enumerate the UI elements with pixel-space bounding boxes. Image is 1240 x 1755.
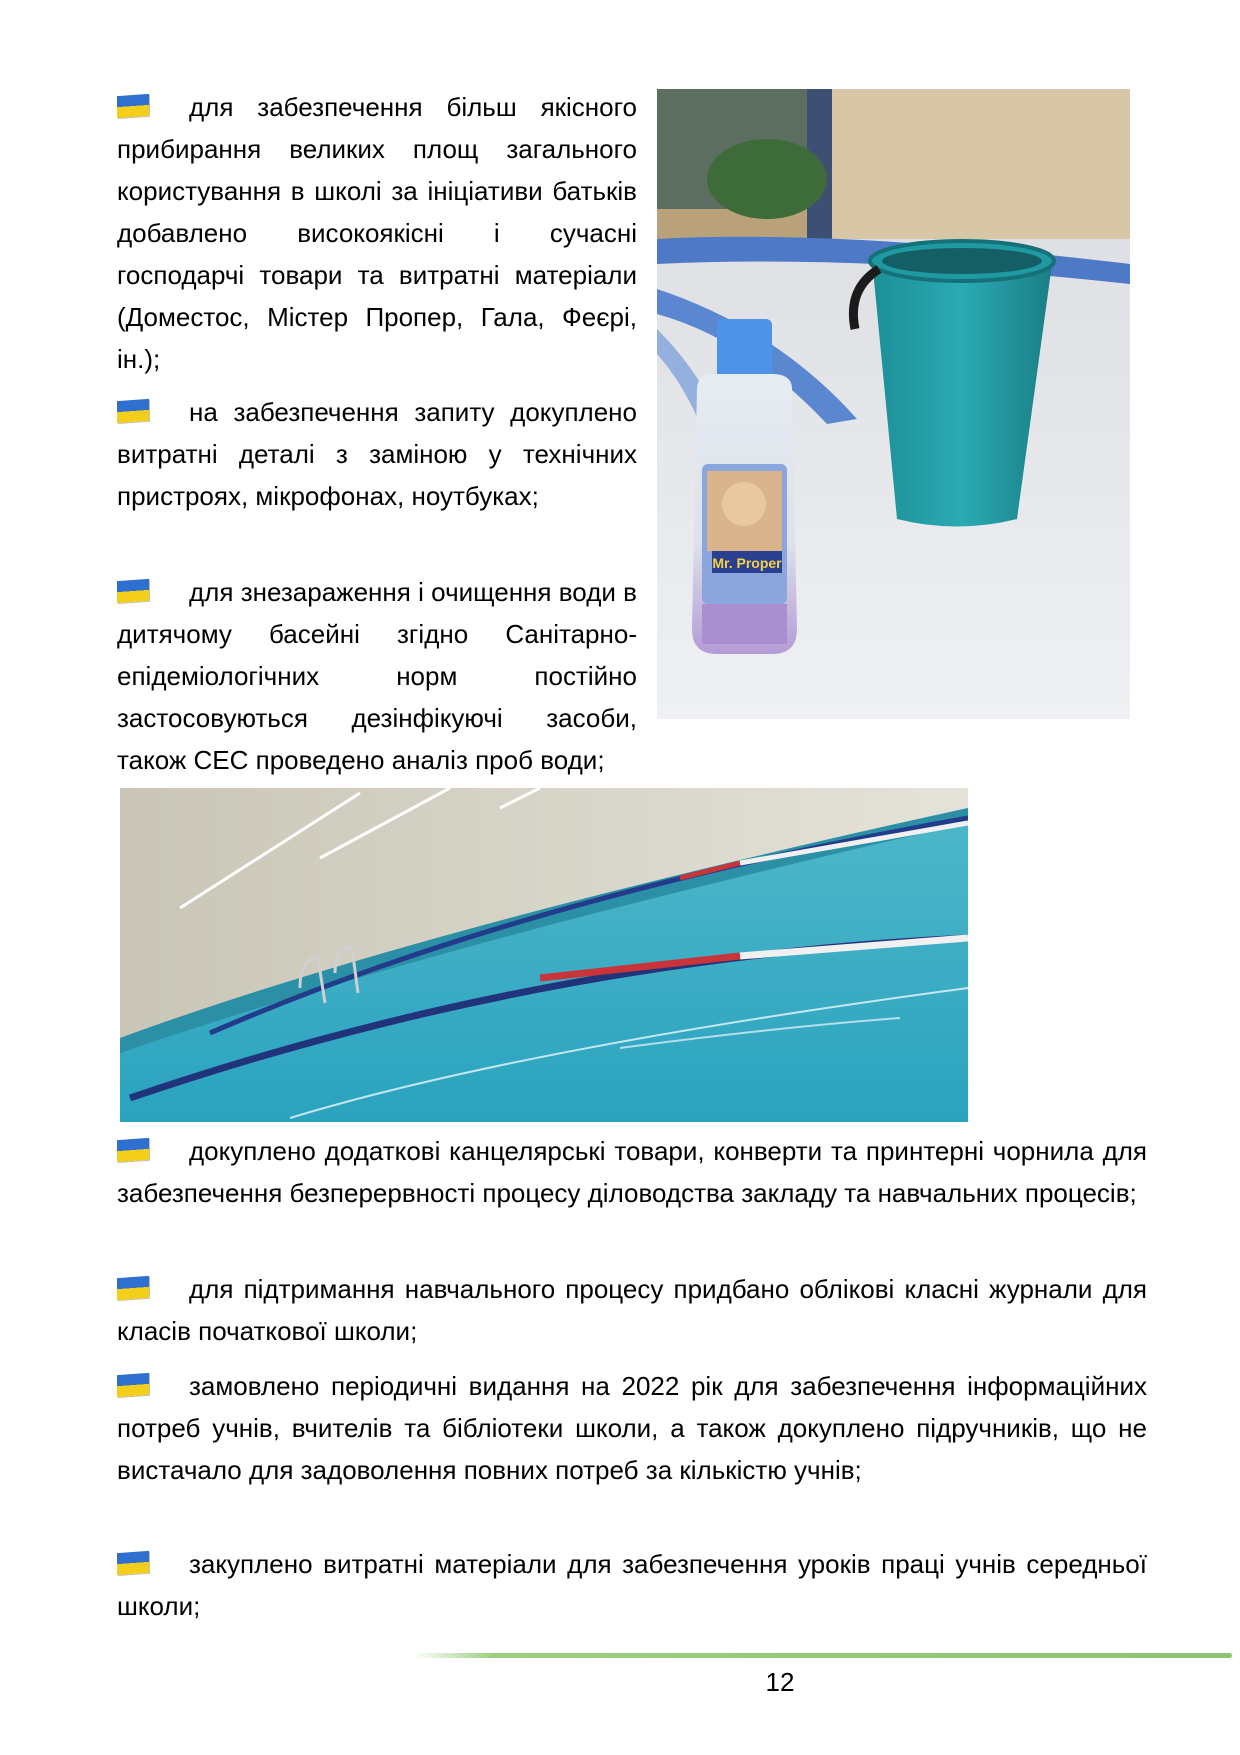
list-item [117, 1130, 1147, 1214]
list-item [117, 391, 637, 517]
footer-divider [412, 1653, 1232, 1658]
list-item-text: докуплено додаткові канцелярські товари, конверти та принтерні чорнила для забезпечення безперервності процесу діловодства закладу та навчальних процесів; [117, 1136, 1147, 1208]
page-number: 12 [765, 1667, 795, 1697]
ukrainian-flag-icon [117, 579, 149, 603]
list-item-text: на забезпечення запиту докуплено витратні деталі з заміною у технічних пристроях, мікрофонах, ноутбуках; [117, 397, 637, 511]
list-item [117, 1268, 1147, 1352]
ukrainian-flag-icon [117, 1276, 149, 1300]
list-item [117, 1543, 1147, 1627]
ukrainian-flag-icon [117, 1138, 149, 1162]
list-item [117, 1365, 1147, 1491]
list-item-text: для знезараження і очищення води в дитячому басейні згідно Санітарно-епідеміологічних норм постійно застосовуються дезінфікуючі засоби, також СЕС проведено аналіз проб води; [117, 577, 637, 775]
list-item-text: для забезпечення більш якісного прибирання великих площ загального користування в школі за ініціативи батьків добавлено високоякісні і сучасні господарчі товари та витратні матеріали (Доместос, Містер Пропер, Гала, Феєрі, ін.); [117, 92, 637, 374]
list-item-text: закуплено витратні матеріали для забезпечення уроків праці учнів середньої школи; [117, 1549, 1147, 1621]
list-item [117, 571, 637, 781]
list-item-text: для підтримання навчального процесу придбано облікові класні журнали для класів початкової школи; [117, 1274, 1147, 1346]
ukrainian-flag-icon [117, 94, 149, 118]
list-item [117, 86, 637, 380]
cleaning-supplies-photo [657, 89, 1130, 719]
swimming-pool-photo [120, 788, 968, 1122]
ukrainian-flag-icon [117, 1551, 149, 1575]
bottle-label-logo: Mr. Proper [712, 555, 782, 571]
ukrainian-flag-icon [117, 1373, 149, 1397]
list-item-text: замовлено періодичні видання на 2022 рік для забезпечення інформаційних потреб учнів, вчителів та бібліотеки школи, а також докуплено підручників, що не вистачало для задоволення повних потреб за кількістю учнів; [117, 1371, 1147, 1485]
ukrainian-flag-icon [117, 399, 149, 423]
